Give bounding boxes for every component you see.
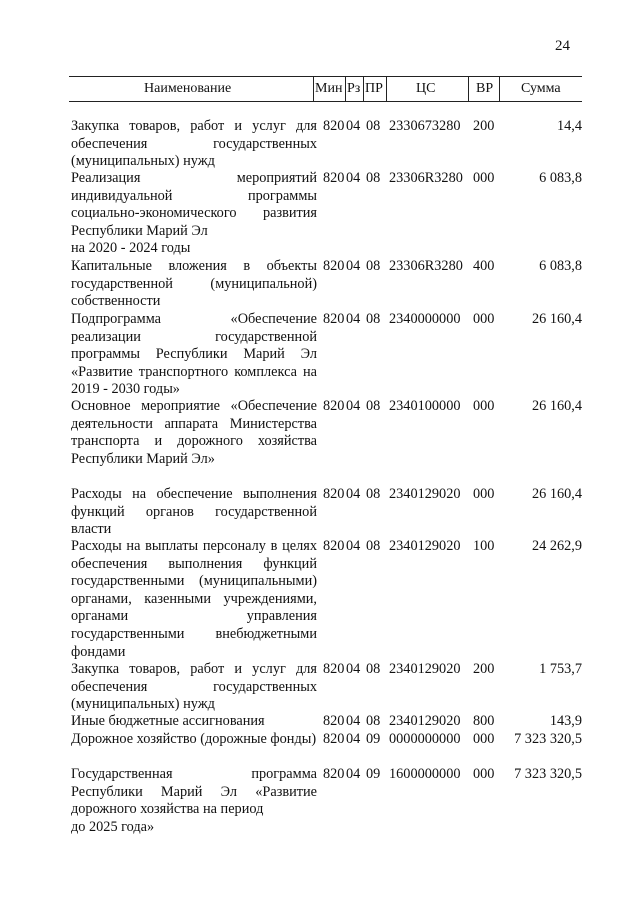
row-cs: 2340129020 xyxy=(389,538,461,554)
row-rz: 04 xyxy=(346,258,361,274)
header-rz: Рз xyxy=(347,81,361,96)
row-pr: 08 xyxy=(366,118,381,134)
row-min: 820 xyxy=(323,258,345,274)
row-rz: 04 xyxy=(346,118,361,134)
row-vr: 000 xyxy=(473,311,495,327)
row-name: Закупка товаров, работ и услуг для обеспечения государственных (муниципальных) нужд xyxy=(71,661,317,713)
header-min: Мин xyxy=(315,81,343,96)
row-pr: 08 xyxy=(366,258,381,274)
row-cs: 23306R3280 xyxy=(389,258,463,274)
row-rz: 04 xyxy=(346,661,361,677)
row-sum: 14,4 xyxy=(556,118,582,134)
row-cs: 2340000000 xyxy=(389,311,461,327)
header-cs: ЦС xyxy=(416,81,436,96)
table-row xyxy=(0,118,639,170)
row-cs: 1600000000 xyxy=(389,766,461,782)
row-name: Расходы на выплаты персоналу в целях обеспечения выполнения функций государственными (муниципальными) органами, казенными учреждениями, органами управления государственными внебюджетными фондами xyxy=(71,538,317,660)
row-pr: 08 xyxy=(366,311,381,327)
row-min: 820 xyxy=(323,713,345,729)
row-vr: 000 xyxy=(473,486,495,502)
row-min: 820 xyxy=(323,398,345,414)
row-sum: 24 262,9 xyxy=(531,538,582,554)
table-header xyxy=(69,76,582,102)
row-sum: 26 160,4 xyxy=(531,311,582,327)
row-vr: 000 xyxy=(473,731,495,747)
row-pr: 08 xyxy=(366,398,381,414)
row-min: 820 xyxy=(323,118,345,134)
header-divider xyxy=(468,77,469,101)
row-vr: 400 xyxy=(473,258,495,274)
row-sum: 26 160,4 xyxy=(531,486,582,502)
header-divider xyxy=(313,77,314,101)
row-rz: 04 xyxy=(346,713,361,729)
row-pr: 08 xyxy=(366,713,381,729)
header-pr: ПР xyxy=(365,81,383,96)
row-name: Реализация мероприятий индивидуальной программы социально-экономического развития Республики Марий Эл на 2020 - 2024 годы xyxy=(71,170,317,257)
row-sum: 6 083,8 xyxy=(539,258,582,274)
row-pr: 08 xyxy=(366,661,381,677)
row-name: Дорожное хозяйство (дорожные фонды) xyxy=(71,731,317,747)
row-rz: 04 xyxy=(346,311,361,327)
row-vr: 000 xyxy=(473,766,495,782)
row-rz: 04 xyxy=(346,538,361,554)
row-min: 820 xyxy=(323,731,345,747)
row-vr: 100 xyxy=(473,538,495,554)
row-cs: 23306R3280 xyxy=(389,170,463,186)
table-row xyxy=(0,398,639,486)
table-row xyxy=(0,713,639,731)
row-pr: 08 xyxy=(366,170,381,186)
row-rz: 04 xyxy=(346,398,361,414)
header-divider xyxy=(363,77,364,101)
row-cs: 2340129020 xyxy=(389,713,461,729)
row-sum: 143,9 xyxy=(549,713,582,729)
row-min: 820 xyxy=(323,170,345,186)
row-cs: 2340129020 xyxy=(389,486,461,502)
table-row xyxy=(0,170,639,258)
header-vr: ВР xyxy=(476,81,494,96)
row-pr: 08 xyxy=(366,538,381,554)
table-row xyxy=(0,486,639,538)
row-min: 820 xyxy=(323,311,345,327)
row-sum: 26 160,4 xyxy=(531,398,582,414)
row-min: 820 xyxy=(323,766,345,782)
row-vr: 000 xyxy=(473,170,495,186)
row-min: 820 xyxy=(323,538,345,554)
row-name: Государственная программа Республики Марий Эл «Развитие дорожного хозяйства на период до 2025 года» xyxy=(71,766,317,835)
row-min: 820 xyxy=(323,486,345,502)
row-rz: 04 xyxy=(346,731,361,747)
row-sum: 1 753,7 xyxy=(539,661,582,677)
row-cs: 0000000000 xyxy=(389,731,461,747)
row-name: Закупка товаров, работ и услуг для обеспечения государственных (муниципальных) нужд xyxy=(71,118,317,170)
row-name: Иные бюджетные ассигнования xyxy=(71,713,265,729)
table-body xyxy=(0,118,639,838)
row-cs: 2330673280 xyxy=(389,118,461,134)
table-row xyxy=(0,661,639,713)
row-min: 820 xyxy=(323,661,345,677)
row-vr: 200 xyxy=(473,118,495,134)
row-name: Капитальные вложения в объекты государственной (муниципальной) собственности xyxy=(71,258,317,310)
row-pr: 08 xyxy=(366,486,381,502)
row-name: Подпрограмма «Обеспечение реализации государственной программы Республики Марий Эл «Развитие транспортного комплекса на 2019 - 2030 годы» xyxy=(71,311,317,398)
header-sum: Сумма xyxy=(521,81,561,96)
table-row xyxy=(0,731,639,766)
row-name: Основное мероприятие «Обеспечение деятельности аппарата Министерства транспорта и дорожного хозяйства Республики Марий Эл» xyxy=(71,398,317,467)
row-sum: 7 323 320,5 xyxy=(514,731,582,747)
table-row xyxy=(0,258,639,311)
row-name: Расходы на обеспечение выполнения функций органов государственной власти xyxy=(71,486,317,538)
table-row xyxy=(0,766,639,838)
row-rz: 04 xyxy=(346,486,361,502)
row-rz: 04 xyxy=(346,170,361,186)
row-sum: 6 083,8 xyxy=(539,170,582,186)
row-vr: 800 xyxy=(473,713,495,729)
row-sum: 7 323 320,5 xyxy=(514,766,582,782)
row-pr: 09 xyxy=(366,766,381,782)
header-divider xyxy=(386,77,387,101)
row-vr: 000 xyxy=(473,398,495,414)
header-divider xyxy=(345,77,346,101)
header-name: Наименование xyxy=(144,81,232,96)
header-divider xyxy=(499,77,500,101)
row-cs: 2340100000 xyxy=(389,398,461,414)
page-number: 24 xyxy=(555,38,570,54)
row-vr: 200 xyxy=(473,661,495,677)
row-cs: 2340129020 xyxy=(389,661,461,677)
row-pr: 09 xyxy=(366,731,381,747)
table-row xyxy=(0,311,639,398)
row-rz: 04 xyxy=(346,766,361,782)
table-row xyxy=(0,538,639,661)
